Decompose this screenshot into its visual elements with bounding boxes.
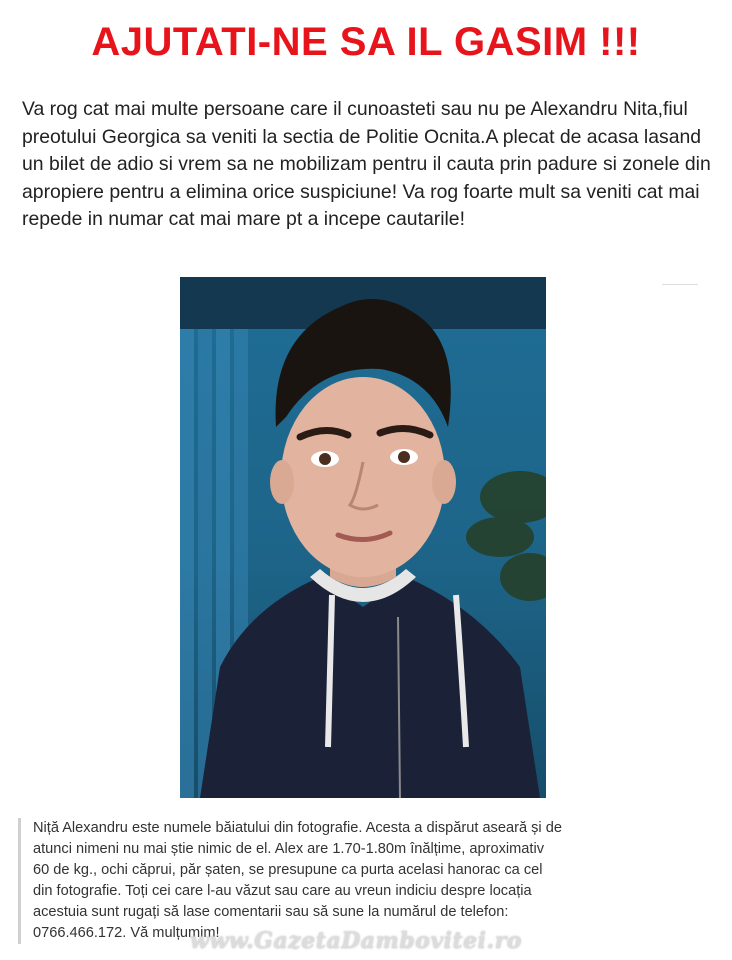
caption-text: Niță Alexandru este numele băiatului din fotografie. Acesta a dispărut aseară și de atunci nimeni nu mai știe nimic de el. Alex are 1.70-1.80m înălțime, aproximativ 60 de kg., ochi căprui, păr șaten, se presupune ca purta acelasi hanorac ca cel din fotografie. Toți cei care l-au văzut sau care au vreun indiciu despre locația acestuia sunt rugați să lase comentarii sau să sune la numărul de telefon: 0766.466.172. Vă mulțumim! — [18, 818, 563, 944]
face — [281, 377, 445, 577]
appeal-text: Va rog cat mai multe persoane care il cunoasteti sau nu pe Alexandru Nita,fiul preotului Georgica sa veniti la sectia de Politie Ocnita.A plecat de acasa lasand un bilet de adio si vrem sa ne mobilizam pentru il cauta prin padure si zonele din apropiere pentru a elimina orice suspiciune! Va rog foarte mult sa veniti cat mai repede in numar cat mai mare pt a incepe cautarile! — [22, 98, 711, 230]
divider — [662, 284, 698, 285]
hoodie — [200, 577, 540, 798]
plant-leaves — [466, 471, 546, 601]
missing-person-photo — [180, 277, 546, 798]
watermark-logo: www.GazetaDambovitei.ro — [190, 928, 522, 954]
headline: AJUTATI-NE SA IL GASIM !!! — [91, 20, 641, 64]
